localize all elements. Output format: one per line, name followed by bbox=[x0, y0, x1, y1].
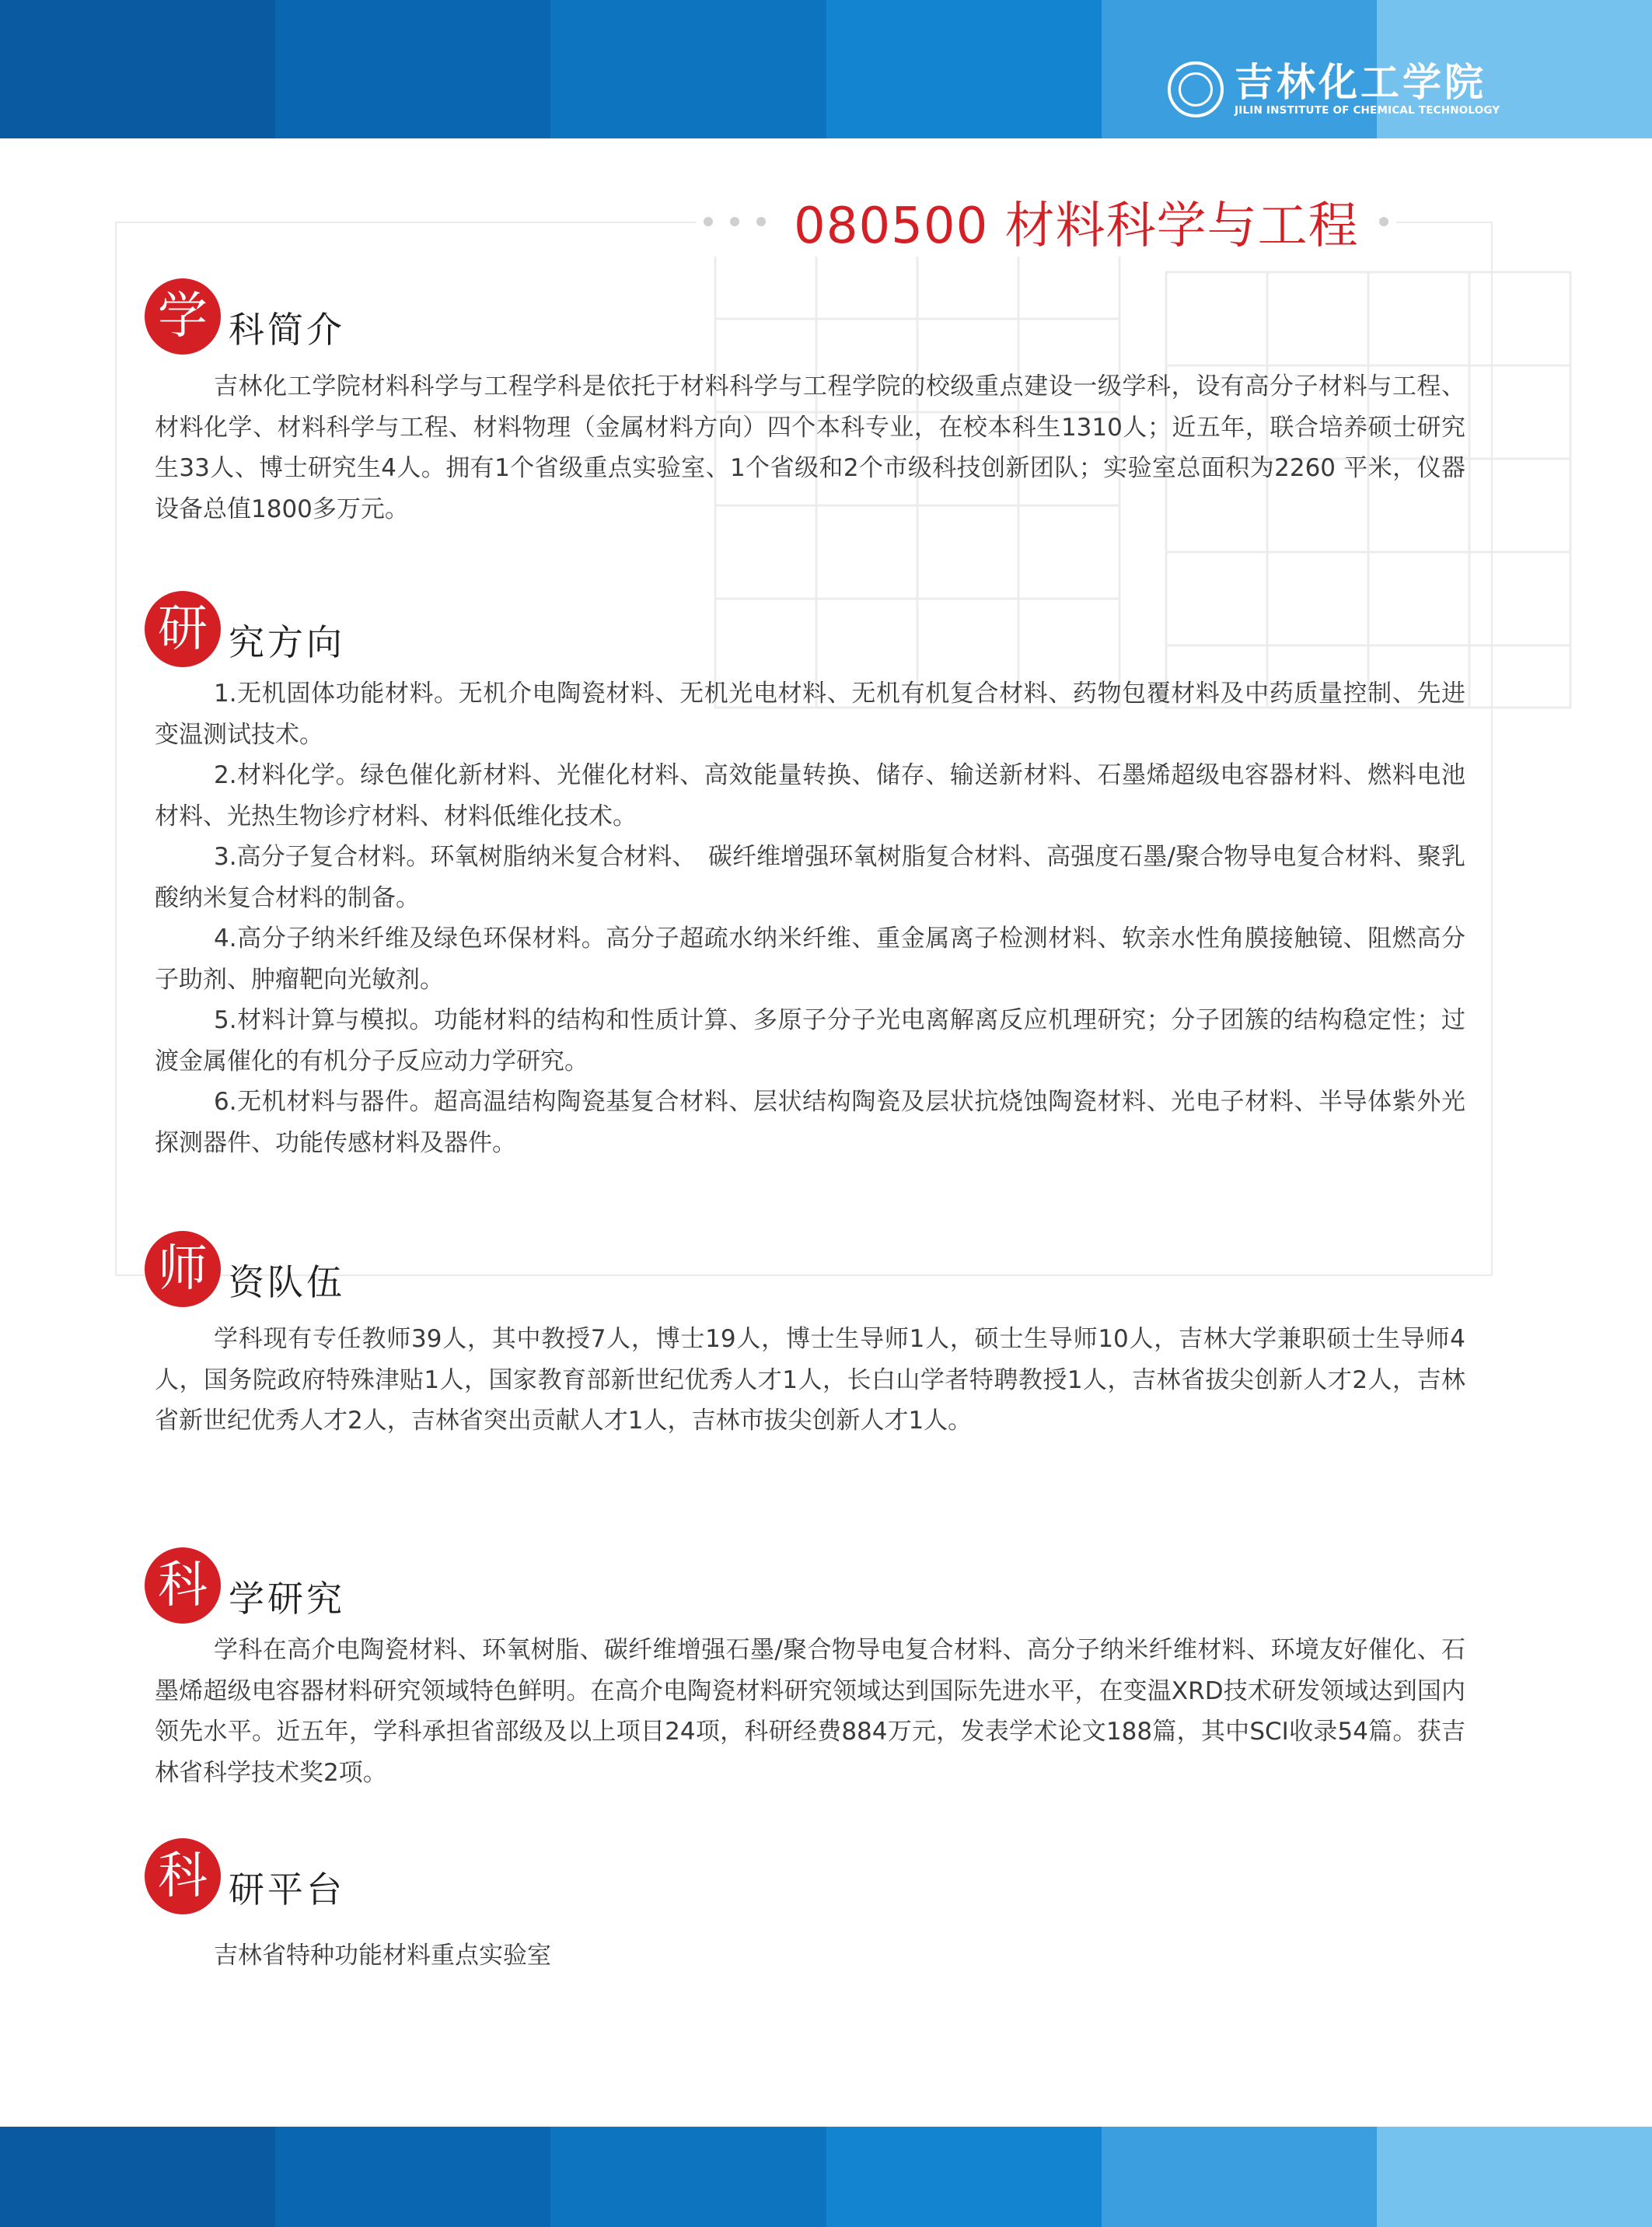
section-badge: 学 bbox=[145, 278, 221, 355]
school-seal-icon bbox=[1168, 61, 1224, 117]
title-bar bbox=[696, 187, 1396, 257]
section-heading-research-directions bbox=[145, 591, 345, 667]
school-logo bbox=[1168, 56, 1500, 123]
platform-paragraph: 吉林省特种功能材料重点实验室 bbox=[214, 1942, 551, 1970]
faculty-paragraph: 学科现有专任教师39人，其中教授7人，博士19人，博士生导师1人，硕士生导师10人，吉林大学兼职硕士生导师4人，国务院政府特殊津贴1人，国家教育部新世纪优秀人才1人，长白山学者特聘教授1人，吉林省拔尖创新人才2人，吉林省新世纪优秀人才2人，吉林省突出贡献人才1人，吉林市拔尖创新人才1人。 bbox=[155, 1325, 1465, 1435]
section-title: 究方向 bbox=[229, 621, 345, 663]
school-name-cn: 吉林化工学院 bbox=[1235, 59, 1486, 105]
section-badge: 研 bbox=[145, 591, 221, 667]
section-badge: 科 bbox=[145, 1547, 221, 1624]
section-title: 学研究 bbox=[229, 1578, 345, 1620]
school-name-en: JILIN INSTITUTE OF CHEMICAL TECHNOLOGY bbox=[1235, 104, 1500, 117]
section-title: 资队伍 bbox=[229, 1261, 345, 1303]
section-heading-scientific-research bbox=[145, 1547, 345, 1624]
section-heading-intro bbox=[145, 278, 345, 355]
section-badge: 科 bbox=[145, 1838, 221, 1914]
section-title: 科简介 bbox=[229, 309, 345, 351]
section-heading-platform bbox=[145, 1838, 345, 1914]
title-dot-right bbox=[1379, 217, 1388, 226]
research-direction-item: 2.材料化学。绿色催化新材料、光催化材料、高效能量转换、储存、输送新材料、石墨烯超级电容器材料、燃料电池材料、光热生物诊疗材料、材料低维化技术。 bbox=[155, 761, 1465, 830]
section-badge: 师 bbox=[145, 1231, 221, 1307]
research-direction-item: 3.高分子复合材料。环氧树脂纳米复合材料、 碳纤维增强环氧树脂复合材料、高强度石墨/聚合物导电复合材料、聚乳酸纳米复合材料的制备。 bbox=[155, 843, 1465, 912]
research-paragraph: 学科在高介电陶瓷材料、环氧树脂、碳纤维增强石墨/聚合物导电复合材料、高分子纳米纤维材料、环境友好催化、石墨烯超级电容器材料研究领域特色鲜明。在高介电陶瓷材料研究领域达到国际先进水平，在变温XRD技术研发领域达到国内领先水平。近五年，学科承担省部级及以上项目24项，科研经费884万元，发表学术论文188篇，其中SCI收录54篇。获吉林省科学技术奖2项。 bbox=[155, 1636, 1465, 1787]
research-direction-item: 1.无机固体功能材料。无机介电陶瓷材料、无机光电材料、无机有机复合材料、药物包覆材料及中药质量控制、先进变温测试技术。 bbox=[155, 680, 1465, 749]
footer-band bbox=[0, 2127, 1652, 2227]
intro-paragraph: 吉林化工学院材料科学与工程学科是依托于材料科学与工程学院的校级重点建设一级学科，设有高分子材料与工程、材料化学、材料科学与工程、材料物理（金属材料方向）四个本科专业，在校本科生1310人；近五年，联合培养硕士研究生33人、博士研究生4人。拥有1个省级重点实验室、1个省级和2个市级科技创新团队；实验室总面积为2260 平米，仪器设备总值1800多万元。 bbox=[155, 372, 1465, 523]
research-direction-item: 4.高分子纳米纤维及绿色环保材料。高分子超疏水纳米纤维、重金属离子检测材料、软亲水性角膜接触镜、阻燃高分子助剂、肿瘤靶向光敏剂。 bbox=[155, 925, 1465, 994]
research-direction-item: 6.无机材料与器件。超高温结构陶瓷基复合材料、层状结构陶瓷及层状抗烧蚀陶瓷材料、光电子材料、半导体紫外光探测器件、功能传感材料及器件。 bbox=[155, 1088, 1465, 1157]
section-heading-faculty bbox=[145, 1231, 345, 1307]
section-title: 研平台 bbox=[229, 1869, 345, 1911]
title-dots-left bbox=[704, 217, 766, 226]
research-direction-item: 5.材料计算与模拟。功能材料的结构和性质计算、多原子分子光电离解离反应机理研究；分子团簇的结构稳定性；过渡金属催化的有机分子反应动力学研究。 bbox=[155, 1006, 1465, 1075]
document-title: 080500 材料科学与工程 bbox=[794, 198, 1359, 255]
